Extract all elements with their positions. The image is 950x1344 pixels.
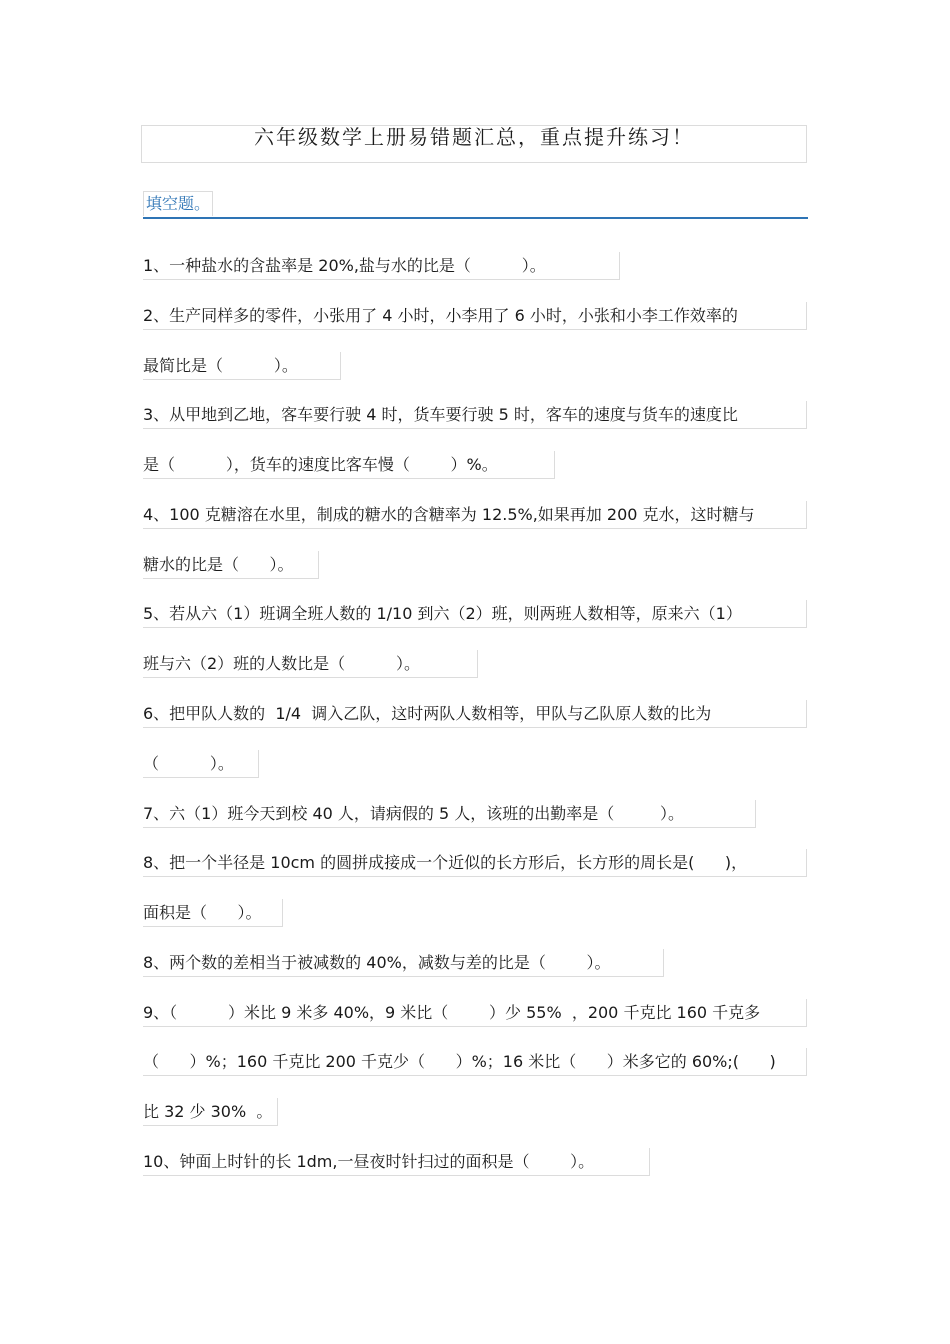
question-line: 面积是（ ）。 [143,899,283,927]
question-line: 4、100 克糖溶在水里，制成的糖水的含糖率为 12.5%,如果再加 200 克水，这时糖与 [143,501,807,529]
question-line: 比 32 少 30% 。 [143,1098,278,1126]
question-line: 最简比是（ ）。 [143,352,341,380]
question-line: 2、生产同样多的零件，小张用了 4 小时，小李用了 6 小时，小张和小李工作效率的 [143,302,807,330]
question-line: 10、钟面上时针的长 1dm,一昼夜时针扫过的面积是（ ）。 [143,1148,650,1176]
document-title: 六年级数学上册易错题汇总，重点提升练习！ [141,125,807,163]
question-line: 糖水的比是（ ）。 [143,551,319,579]
question-line: 6、把甲队人数的 1/4 调入乙队，这时两队人数相等，甲队与乙队原人数的比为 [143,700,807,728]
question-line: 9、（ ）米比 9 米多 40%，9 米比（ ）少 55% ，200 千克比 160 千克多 [143,999,807,1027]
question-line: 班与六（2）班的人数比是（ ）。 [143,650,478,678]
question-line: 是（ ），货车的速度比客车慢（ ）%。 [143,451,555,479]
question-line: 8、把一个半径是 10cm 的圆拼成接成一个近似的长方形后，长方形的周长是( )， [143,849,807,877]
question-line: 8、两个数的差相当于被减数的 40%，减数与差的比是（ ）。 [143,949,664,977]
question-line: （ ）。 [143,750,259,778]
question-line: 1、一种盐水的含盐率是 20%,盐与水的比是（ ）。 [143,252,620,280]
section-label: 填空题。 [143,191,213,216]
question-line: 7、六（1）班今天到校 40 人，请病假的 5 人，该班的出勤率是（ ）。 [143,800,756,828]
question-line: （ ）%；160 千克比 200 千克少（ ）%；16 米比（ ）米多它的 60%;( ) [143,1048,807,1076]
question-line: 3、从甲地到乙地，客车要行驶 4 时，货车要行驶 5 时，客车的速度与货车的速度比 [143,401,807,429]
question-line: 5、若从六（1）班调全班人数的 1/10 到六（2）班，则两班人数相等，原来六（1） [143,600,807,628]
